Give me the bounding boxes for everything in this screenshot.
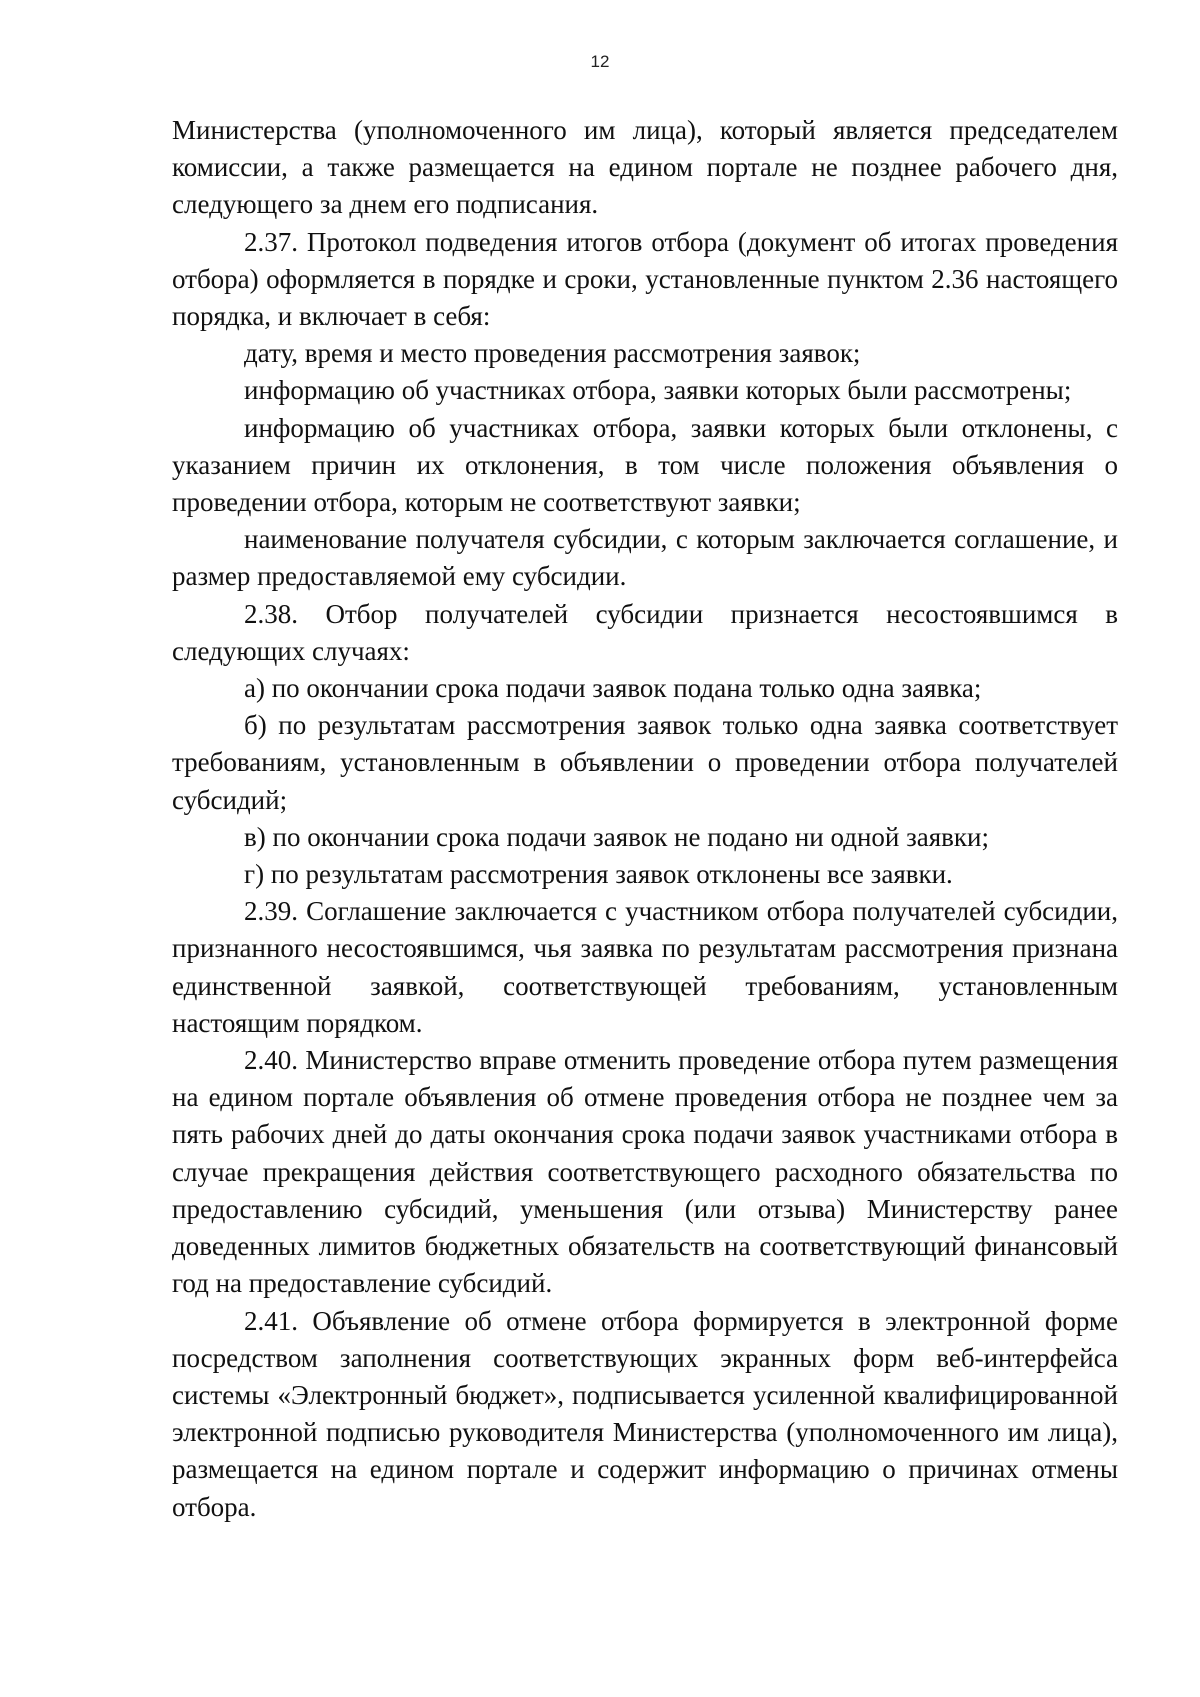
list-item-a: а) по окончании срока подачи заявок подана только одна заявка; [244, 673, 982, 704]
paragraph-2-37: 2.37. Протокол подведения итогов отбора (документ об итогах проведения отбора) оформляется в порядке и сроки, установленные пунктом 2.36 настоящего порядка, и включает в себя: [172, 226, 1118, 332]
list-item-b: б) по результатам рассмотрения заявок только одна заявка соответствует требованиям, установленным в объявлении о проведении отбора получателей субсидий; [172, 710, 1118, 815]
list-item-date-time-place: дату, время и место проведения рассмотрения заявок; [244, 338, 861, 369]
list-item-recipient-name: наименование получателя субсидии, с которым заключается соглашение, и размер предоставляемой ему субсидии. [172, 524, 1118, 592]
paragraph-2-38: 2.38. Отбор получателей субсидии признается несостоявшимся в следующих случаях: [172, 598, 1118, 666]
list-item-g: г) по результатам рассмотрения заявок отклонены все заявки. [244, 859, 953, 890]
paragraph-2-39: 2.39. Соглашение заключается с участником отбора получателей субсидии, признанного несостоявшимся, чья заявка по результатам рассмотрения признана единственной заявкой, соответствующей требованиям, установленным настоящим порядком. [172, 896, 1118, 1038]
paragraph-2-41: 2.41. Объявление об отмене отбора формируется в электронной форме посредством заполнения соответствующих экранных форм веб-интерфейса системы «Электронный бюджет», подписывается усиленной квалифицированной электронной подписью руководителя Министерства (уполномоченного им лица), размещается на едином портале и содержит информацию о причинах отмены отбора. [172, 1305, 1118, 1522]
page-number: 12 [590, 52, 610, 71]
paragraph-continuation: Министерства (уполномоченного им лица), который является председателем комиссии, а также размещается на едином портале не позднее рабочего дня, следующего за днем его подписания. [172, 115, 1118, 220]
list-item-v: в) по окончании срока подачи заявок не подано ни одной заявки; [244, 821, 989, 852]
list-item-rejected-participants: информацию об участниках отбора, заявки которых были отклонены, с указанием причин их отклонения, в том числе положения объявления о проведении отбора, которым не соответствуют заявки; [172, 412, 1118, 518]
document-body [172, 112, 1118, 1526]
list-item-considered-participants: информацию об участниках отбора, заявки которых были рассмотрены; [244, 375, 1072, 406]
paragraph-2-40: 2.40. Министерство вправе отменить проведение отбора путем размещения на едином портале объявления об отмене проведения отбора не позднее чем за пять рабочих дней до даты окончания срока подачи заявок участниками отбора в случае прекращения действия соответствующего расходного обязательства по предоставлению субсидий, уменьшения (или отзыва) Министерству ранее доведенных лимитов бюджетных обязательств на соответствующий финансовый год на предоставление субсидий. [172, 1045, 1118, 1299]
